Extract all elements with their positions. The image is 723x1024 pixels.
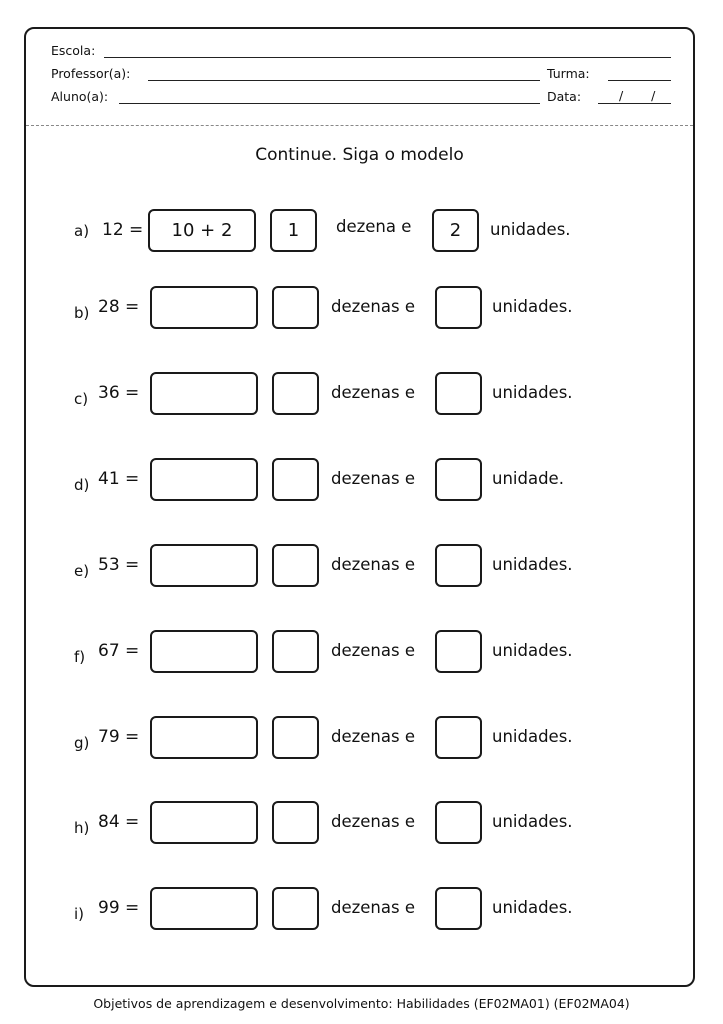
units-word: unidades. [492,383,573,402]
units-box[interactable] [435,286,482,329]
exercise-letter: c) [74,390,89,408]
decomposition-box[interactable] [150,801,258,844]
tens-word: dezenas e [331,297,415,316]
decomposition-box[interactable] [150,716,258,759]
tens-word: dezenas e [331,812,415,831]
cut-divider [26,125,693,126]
exercise-letter: h) [74,819,90,837]
exercise-number: 36 = [98,383,140,403]
tens-word: dezenas e [331,383,415,402]
student-label: Aluno(a): [51,89,109,104]
tens-word: dezenas e [331,469,415,488]
exercise-letter: d) [74,476,90,494]
class-field[interactable] [608,80,671,81]
exercise-number: 12 = [102,220,144,240]
exercise-letter: f) [74,648,86,666]
exercise-row [26,716,693,760]
exercise-row [26,286,693,330]
units-box[interactable] [435,458,482,501]
footer-objectives: Objetivos de aprendizagem e desenvolvimento: Habilidades (EF02MA01) (EF02MA04) [93,996,630,1011]
exercise-row [26,544,693,588]
units-box[interactable] [435,801,482,844]
exercise-letter: a) [74,222,90,240]
date-slashes: / / [619,88,668,103]
units-box[interactable] [435,887,482,930]
tens-word: dezenas e [331,727,415,746]
tens-box[interactable] [272,372,319,415]
exercise-letter: b) [74,304,90,322]
exercise-number: 53 = [98,555,140,575]
tens-box[interactable] [272,458,319,501]
tens-word: dezena e [336,217,412,236]
class-label: Turma: [547,66,590,81]
exercise-row [26,801,693,845]
decomposition-box[interactable] [150,887,258,930]
units-box[interactable] [435,372,482,415]
teacher-field[interactable] [148,80,540,81]
exercise-row [26,630,693,674]
decomposition-box[interactable] [150,286,258,329]
exercise-row [26,372,693,416]
tens-word: dezenas e [331,641,415,660]
units-box[interactable] [435,716,482,759]
decomposition-box[interactable] [150,458,258,501]
units-word: unidades. [492,555,573,574]
exercise-number: 84 = [98,812,140,832]
exercise-number: 99 = [98,898,140,918]
exercise-letter: e) [74,562,90,580]
units-word: unidades. [492,641,573,660]
tens-box[interactable] [272,716,319,759]
exercise-row [26,209,693,253]
tens-box[interactable]: 1 [270,209,317,252]
units-box[interactable]: 2 [432,209,479,252]
tens-word: dezenas e [331,898,415,917]
units-word: unidades. [490,220,571,239]
units-word: unidades. [492,727,573,746]
school-field[interactable] [104,57,671,58]
school-label: Escola: [51,43,96,58]
tens-box[interactable] [272,286,319,329]
tens-box[interactable] [272,544,319,587]
exercise-number: 67 = [98,641,140,661]
student-field[interactable] [119,103,540,104]
units-word: unidades. [492,812,573,831]
date-label: Data: [547,89,582,104]
instruction-title: Continue. Siga o modelo [255,145,464,165]
tens-box[interactable] [272,887,319,930]
units-word: unidades. [492,898,573,917]
exercise-row [26,887,693,931]
decomposition-box[interactable] [150,630,258,673]
tens-word: dezenas e [331,555,415,574]
decomposition-box[interactable] [150,544,258,587]
tens-box[interactable] [272,630,319,673]
units-word: unidades. [492,297,573,316]
exercise-row [26,458,693,502]
worksheet-frame [24,27,695,987]
exercise-letter: i) [74,905,85,923]
units-box[interactable] [435,630,482,673]
units-word: unidade. [492,469,564,488]
exercise-number: 28 = [98,297,140,317]
decomposition-box[interactable]: 10 + 2 [148,209,256,252]
exercise-number: 41 = [98,469,140,489]
decomposition-box[interactable] [150,372,258,415]
teacher-label: Professor(a): [51,66,131,81]
exercise-number: 79 = [98,727,140,747]
exercise-letter: g) [74,734,90,752]
units-box[interactable] [435,544,482,587]
date-field[interactable] [598,103,671,104]
tens-box[interactable] [272,801,319,844]
